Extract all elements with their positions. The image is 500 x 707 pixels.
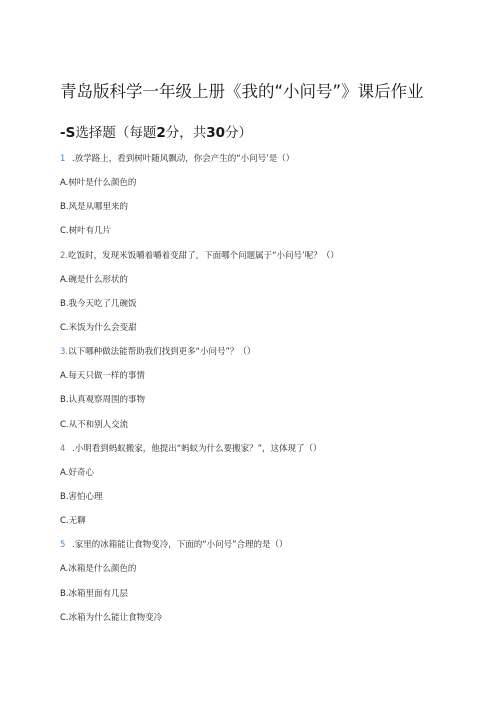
question-number: 5 bbox=[60, 540, 66, 551]
option-b: B.风是从哪里来的 bbox=[60, 202, 129, 213]
question-stem bbox=[60, 153, 460, 165]
question-list bbox=[60, 153, 460, 636]
option-b: B.冰箱里面有几层 bbox=[60, 588, 129, 599]
question-text: .家里的冰箱能让食物变冷，下面的“小问号”合理的是（） bbox=[72, 540, 288, 551]
section-total: 30 bbox=[206, 125, 226, 141]
option-a: A.树叶是什么颜色的 bbox=[60, 178, 137, 189]
question-stem bbox=[60, 250, 460, 262]
option-c: C.无聊 bbox=[60, 516, 86, 527]
section-close: 分） bbox=[225, 125, 253, 141]
section-name: 选择题 bbox=[75, 125, 116, 141]
section-open: （每题 bbox=[115, 125, 157, 141]
question-1 bbox=[60, 153, 460, 237]
question-2 bbox=[60, 250, 460, 334]
section-heading bbox=[60, 123, 440, 143]
question-number: 2. bbox=[60, 250, 69, 261]
option-c: C.米饭为什么会变甜 bbox=[60, 322, 137, 333]
option-c: C.树叶有几片 bbox=[60, 226, 112, 237]
question-text: .小明看到蚂蚁搬家，他提出“蚂蚁为什么要搬家？”，这体现了（） bbox=[72, 443, 322, 454]
question-5 bbox=[60, 539, 460, 623]
option-c: C.从不和别人交流 bbox=[60, 419, 129, 430]
option-b: B.认真观察周围的事物 bbox=[60, 395, 146, 406]
question-stem bbox=[60, 539, 460, 551]
question-number: 3. bbox=[60, 347, 69, 358]
option-b: B.我今天吃了几碗饭 bbox=[60, 298, 137, 309]
option-c: C.冰箱为什么能让食物变冷 bbox=[60, 612, 163, 623]
document-title: 青岛版科学一年级上册《我的“小问号”》课后作业 bbox=[60, 82, 424, 101]
question-4 bbox=[60, 443, 460, 527]
question-text: .放学路上，看到树叶随风飘动，你会产生的“小问号’是（） bbox=[72, 154, 295, 164]
question-number: 4 bbox=[60, 443, 66, 454]
option-a: A.冰箱是什么颜色的 bbox=[60, 564, 137, 575]
section-per-score: 2 bbox=[156, 125, 166, 141]
question-number: 1 bbox=[60, 154, 66, 164]
option-a: A.每天只做一样的事情 bbox=[60, 371, 145, 382]
question-3 bbox=[60, 346, 460, 430]
question-stem bbox=[60, 346, 460, 358]
option-a: A.碗是什么形状的 bbox=[60, 274, 128, 285]
section-prefix: -S bbox=[60, 125, 76, 141]
question-text: 吃饭时，发现米饭嚼着嚼着变甜了，下面哪个问题属于“小问号’呢？（） bbox=[68, 250, 339, 261]
question-text: 以下哪种做法能帮助我们找到更多“小问号”？（） bbox=[68, 347, 256, 358]
option-a: A.好奇心 bbox=[60, 467, 94, 478]
section-mid: 分，共 bbox=[165, 125, 207, 141]
question-stem bbox=[60, 443, 460, 455]
option-b: B.害怕心理 bbox=[60, 491, 103, 502]
